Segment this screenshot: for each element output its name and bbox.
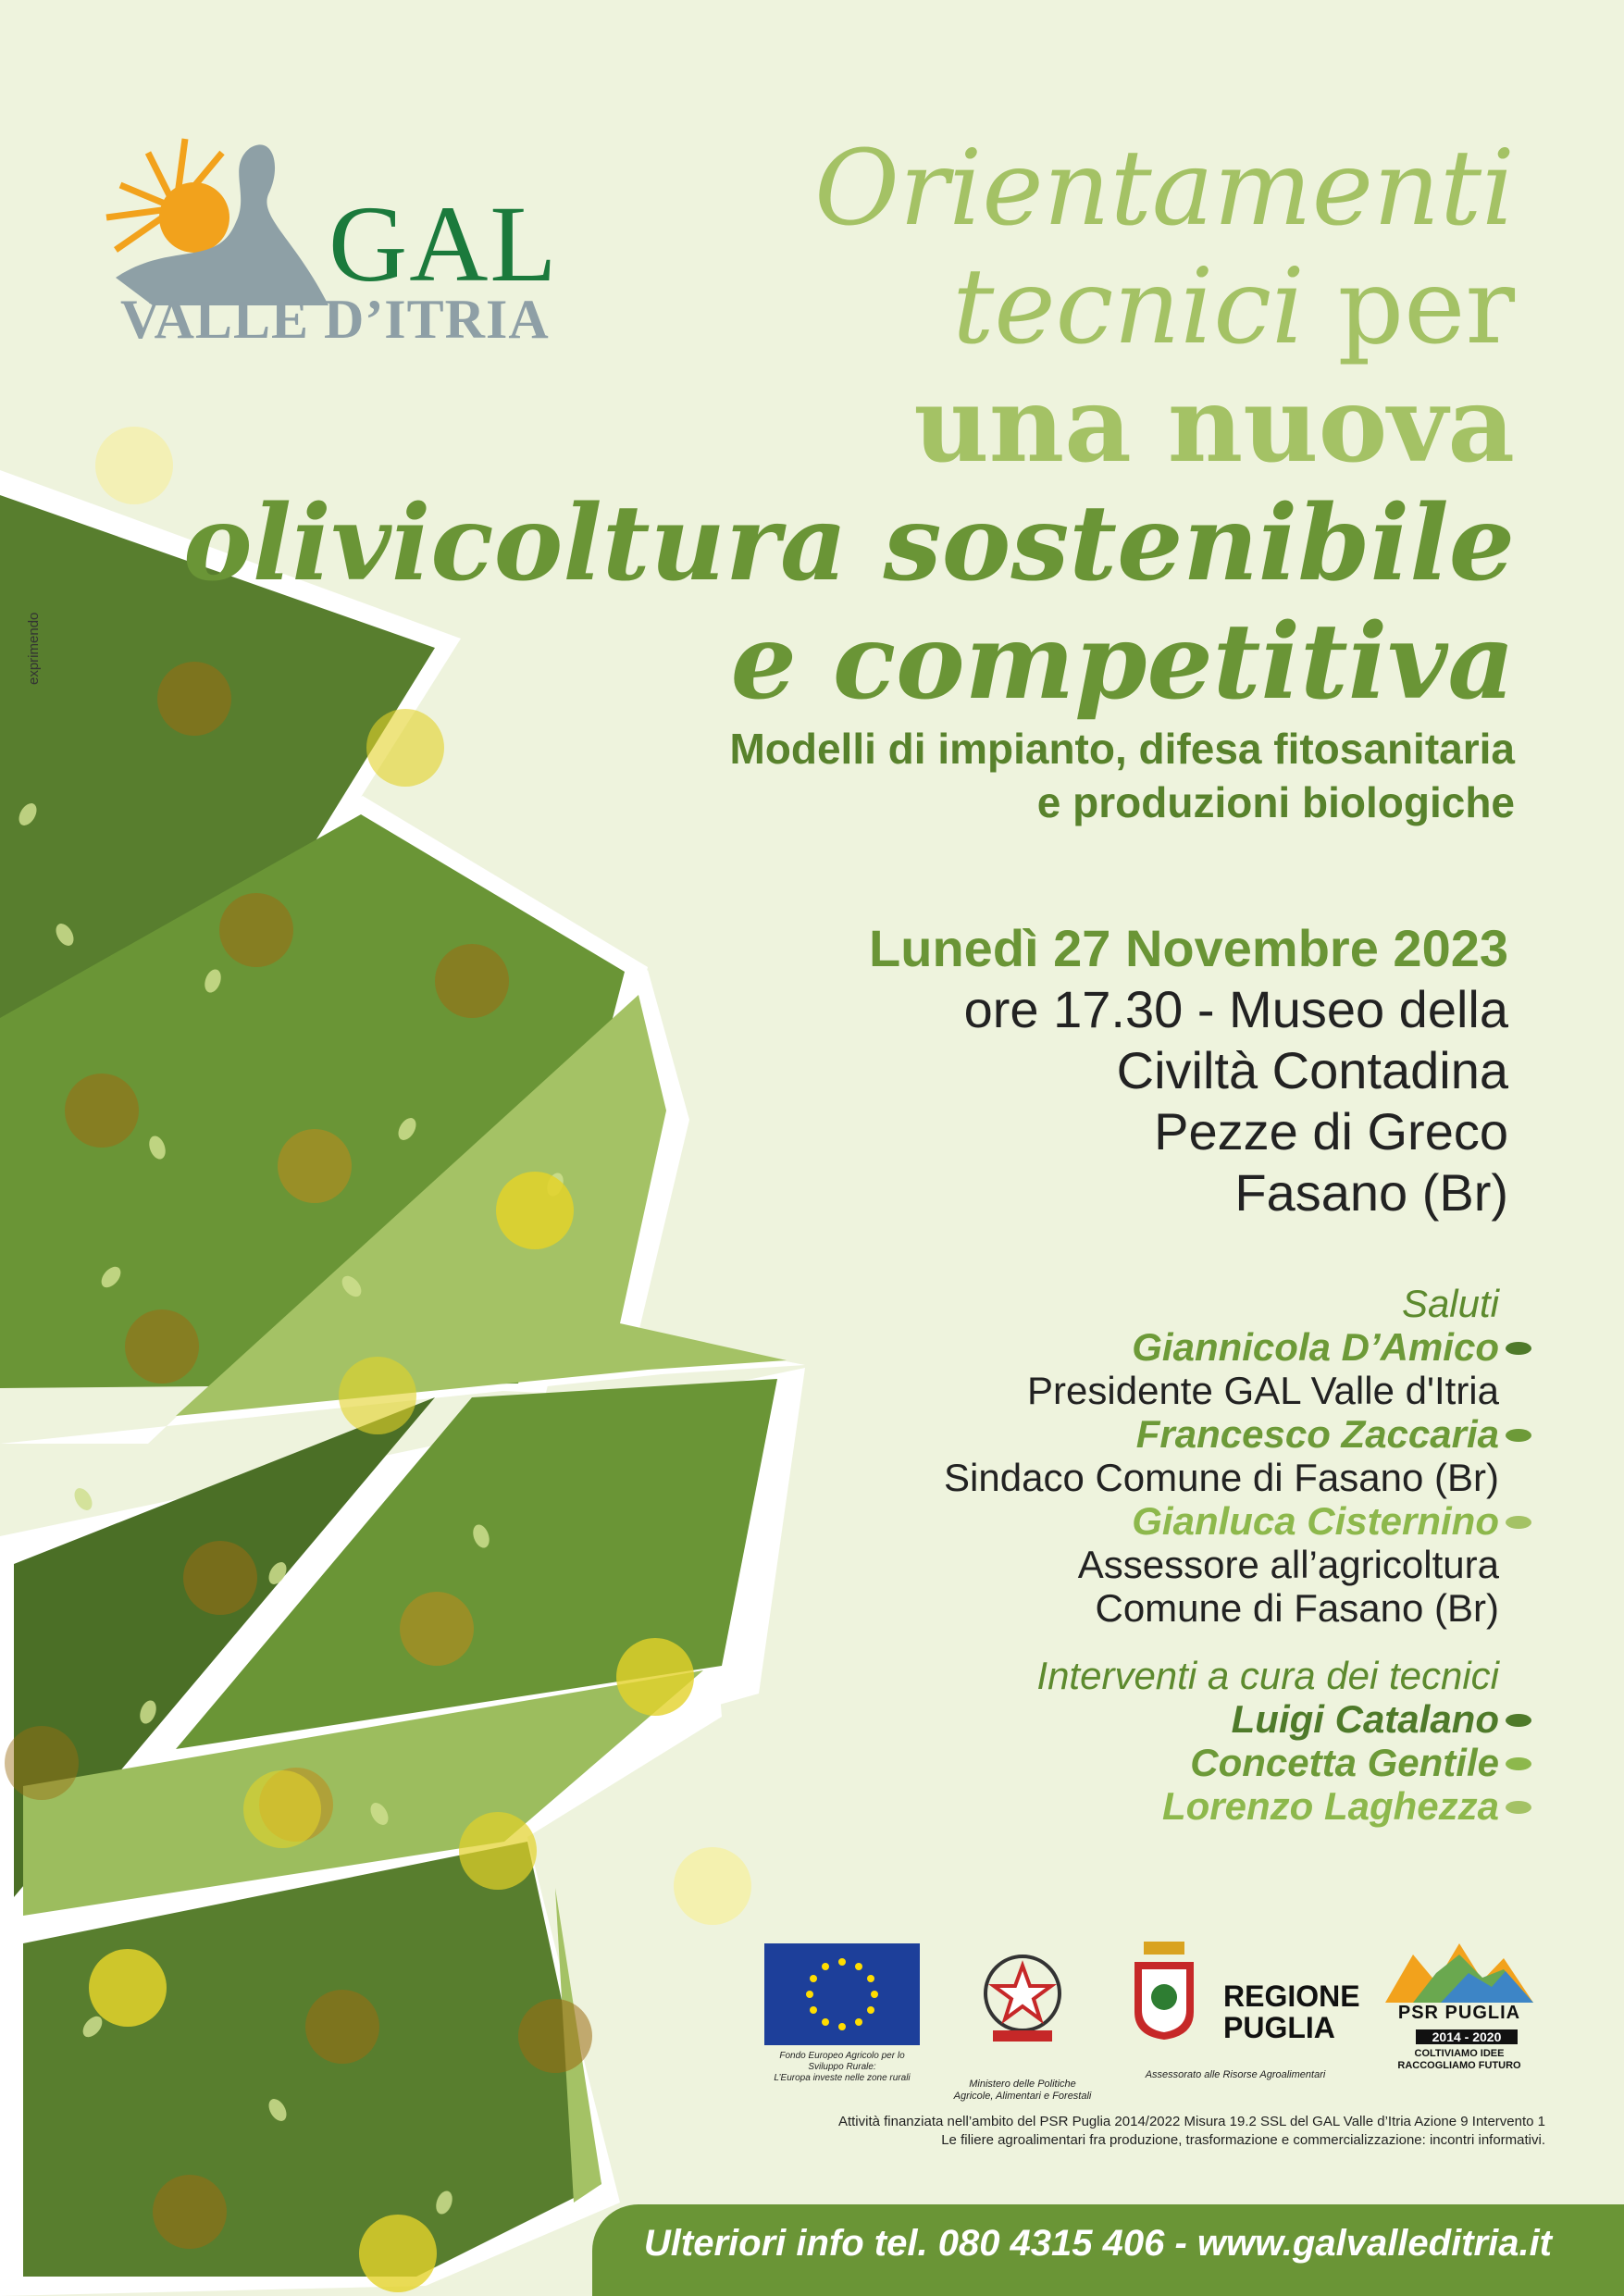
title-line-1: Orientamenti: [814, 129, 1515, 249]
technician-name: Concetta Gentile: [944, 1741, 1499, 1784]
speaker-role: Comune di Fasano (Br): [1095, 1586, 1499, 1630]
venue-line-3: Pezze di Greco: [1154, 1102, 1508, 1160]
subtitle-line-2: e produzioni biologiche: [1036, 778, 1515, 826]
event-subtitle: [729, 722, 1515, 829]
psr-puglia-logo-icon: [1385, 1936, 1533, 2003]
speaker-role: Assessore all’agricoltura: [1077, 1543, 1499, 1586]
program: [944, 1282, 1499, 1828]
italian-republic-emblem-icon: [976, 1945, 1069, 2047]
designer-credit: exprimendo: [26, 612, 42, 685]
technical-label: Interventi a cura dei tecnici: [1036, 1654, 1499, 1697]
event-venue: [964, 979, 1508, 1223]
venue-line-1: ore 17.30 - Museo della: [963, 980, 1508, 1038]
olive-bullet-icon: [1506, 1757, 1531, 1770]
venue-line-4: Fasano (Br): [1234, 1163, 1508, 1222]
greetings-label: Saluti: [1401, 1282, 1499, 1325]
ministry-caption: Ministero delle Politiche Agricole, Alimentari e Forestali: [953, 2079, 1092, 2102]
title-line-4: olivicoltura sostenibile: [182, 483, 1515, 604]
speaker-name: Francesco Zaccaria: [944, 1412, 1499, 1456]
title-line-2-italic: tecnici: [952, 247, 1305, 367]
olive-bullet-icon: [1506, 1714, 1531, 1727]
puglia-region-crest-icon: [1131, 1940, 1197, 2042]
title-line-2: [183, 248, 1515, 366]
speaker-name: Giannicola D’Amico: [944, 1325, 1499, 1369]
title-line-5: e competitiva: [730, 602, 1515, 723]
gal-logo-text: GAL: [329, 183, 559, 304]
eu-flag-icon: [764, 1943, 920, 2045]
technician-name: Luigi Catalano: [944, 1697, 1499, 1741]
subtitle-line-1: Modelli di impianto, difesa fitosanitaria: [729, 725, 1515, 773]
speaker-name: Gianluca Cisternino: [944, 1499, 1499, 1543]
contact-info: Ulteriori info tel. 080 4315 406 - www.galvalleditria.it: [643, 2223, 1552, 2264]
psr-years: 2014 - 2020: [1416, 2029, 1518, 2044]
olive-bullet-icon: [1506, 1801, 1531, 1814]
olive-bullet-icon: [1506, 1429, 1531, 1442]
venue-line-2: Civiltà Contadina: [1116, 1041, 1508, 1099]
valle-ditria-logo-text: VALLE D’ITRIA: [120, 289, 550, 350]
olive-bullet-icon: [1506, 1516, 1531, 1529]
eu-caption: Fondo Europeo Agricolo per lo Sviluppo Rurale: L’Europa investe nelle zone rurali: [774, 2051, 911, 2083]
psr-title: PSR PUGLIA: [1397, 2003, 1521, 2023]
olive-bullet-icon: [1506, 1342, 1531, 1355]
event-title: [183, 130, 1515, 722]
title-line-2-regular: per: [1304, 247, 1515, 367]
psr-slogan: COLTIVIAMO IDEE RACCOGLIAMO FUTURO: [1397, 2048, 1521, 2071]
event-date: Lunedì 27 Novembre 2023: [869, 919, 1508, 977]
region-caption: Assessorato alle Risorse Agroalimentari: [1145, 2069, 1326, 2080]
speaker-role: Sindaco Comune di Fasano (Br): [944, 1456, 1499, 1499]
technician-name: Lorenzo Laghezza: [944, 1784, 1499, 1828]
funding-note: Attività finanziata nell’ambito del PSR Puglia 2014/2022 Misura 19.2 SSL del GAL Valle d’Itria Azione 9 Intervento 1 Le filiere agroalimentari fra produzione, trasformazione e commercializzazione: incontri informativi.: [837, 2114, 1545, 2148]
region-name: REGIONE PUGLIA: [1223, 1980, 1360, 2044]
speaker-role: Presidente GAL Valle d'Itria: [1027, 1369, 1499, 1412]
title-line-3: una nuova: [913, 365, 1515, 486]
